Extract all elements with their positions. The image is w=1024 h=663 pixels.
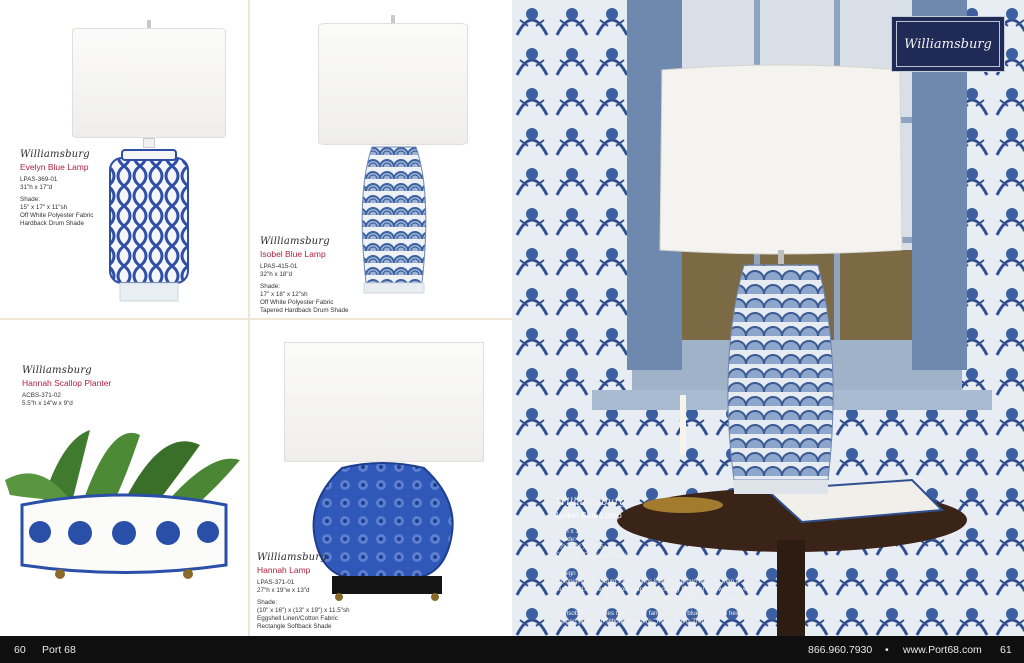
design-note-label: Design Note: <box>556 570 593 577</box>
hannah-planter-info <box>22 365 202 408</box>
product-name: Hannah Lamp <box>257 565 311 575</box>
product-dims: 32"h x 18"d <box>556 528 589 535</box>
shade-material: Eggshell Linen/Cotton Fabric <box>257 615 338 622</box>
brand-signature: Williamsburg <box>260 236 330 247</box>
shade-dims: (10" x 16") x (13" x 19") x 11.5"sh <box>257 607 350 614</box>
shade-label: Shade: <box>257 599 277 606</box>
product-sku: LPAS-415-01 <box>260 263 298 270</box>
product-dims: 5.5"h x 14"w x 9"d <box>22 400 73 407</box>
product-sku: LPAS-369-01 <box>20 176 58 183</box>
product-name: Isobel Blue Lamp <box>556 510 622 520</box>
right-page-number: 61 <box>1000 644 1012 656</box>
product-name: Evelyn Blue Lamp <box>20 162 89 172</box>
grid-divider-horizontal <box>0 318 512 320</box>
hannah-planter-image <box>0 420 248 590</box>
design-note-line: bound in books. One of them inspired our "Isobel" pattern that we have <box>556 594 754 601</box>
left-footer-brand: Port 68 <box>42 644 76 656</box>
isobel-photo-info <box>556 497 766 626</box>
shade-material: Off White Polyester Fabric <box>556 552 630 559</box>
shade-type: Tapered Hardback Drum Shade <box>260 307 349 314</box>
footer-bar <box>0 636 1024 663</box>
brand-signature: Williamsburg <box>22 365 92 376</box>
website-link[interactable]: www.Port68.com <box>903 644 982 656</box>
shade-label: Shade: <box>556 536 576 543</box>
phone-number: 866.960.7930 <box>808 644 873 656</box>
evelyn-info <box>20 149 160 228</box>
product-sku: ACBS-371-02 <box>22 392 61 399</box>
shade-type: Rectangle Softback Shade <box>257 623 332 630</box>
design-note-line: hundred 18th century book papers (probably English) that were never <box>556 586 750 593</box>
design-note-line: 68, Isobel celebrates the graphic fan pattern in blue on cream hexagon <box>556 610 754 617</box>
left-page-number: 60 <box>14 644 26 656</box>
brand-signature: Williamsburg <box>20 149 90 160</box>
shade-material: Off White Polyester Fabric <box>20 212 94 219</box>
brand-signature: Williamsburg <box>257 552 327 563</box>
hannah-lamp-info <box>257 552 437 631</box>
product-sku: LPAS-415-01 <box>556 520 594 527</box>
shade-material: Off White Polyester Fabric <box>260 299 334 306</box>
design-note-line: Colonial Williamsburg's collections include a group of more than a <box>556 578 740 585</box>
shade-dims: 15" x 17" x 11"sh <box>20 204 68 211</box>
shade-dims: 17" x 18" x 12"sh <box>556 544 604 551</box>
footer-bullet: • <box>885 644 889 656</box>
product-dims: 32"h x 18"d <box>260 271 293 278</box>
logo-text: Williamsburg <box>896 21 1000 67</box>
shade-dims: 17" x 18" x 12"sh <box>260 291 308 298</box>
product-name: Hannah Scallop Planter <box>22 378 112 388</box>
product-dims: 27"h x 19"w x 13"d <box>257 587 310 594</box>
shade-label: Shade: <box>20 196 40 203</box>
isobel-info <box>260 236 410 315</box>
product-name: Isobel Blue Lamp <box>260 249 326 259</box>
shade-label: Shade: <box>260 283 280 290</box>
product-sku: LPAS-371-01 <box>257 579 295 586</box>
shade-type: Tapered Hardback Drum Shade <box>556 560 645 567</box>
williamsburg-logo <box>891 16 1005 72</box>
design-note-line: shaped porcelain silhouette where "Trend meets Tredition". <box>556 618 721 625</box>
brand-signature: Williamsburg <box>556 497 626 508</box>
product-dims: 31"h x 17"d <box>20 184 53 191</box>
design-note-line: on this timeless lamp. As part of the Williamsburg collection for Port <box>556 602 744 609</box>
shade-type: Hardback Drum Shade <box>20 220 85 227</box>
